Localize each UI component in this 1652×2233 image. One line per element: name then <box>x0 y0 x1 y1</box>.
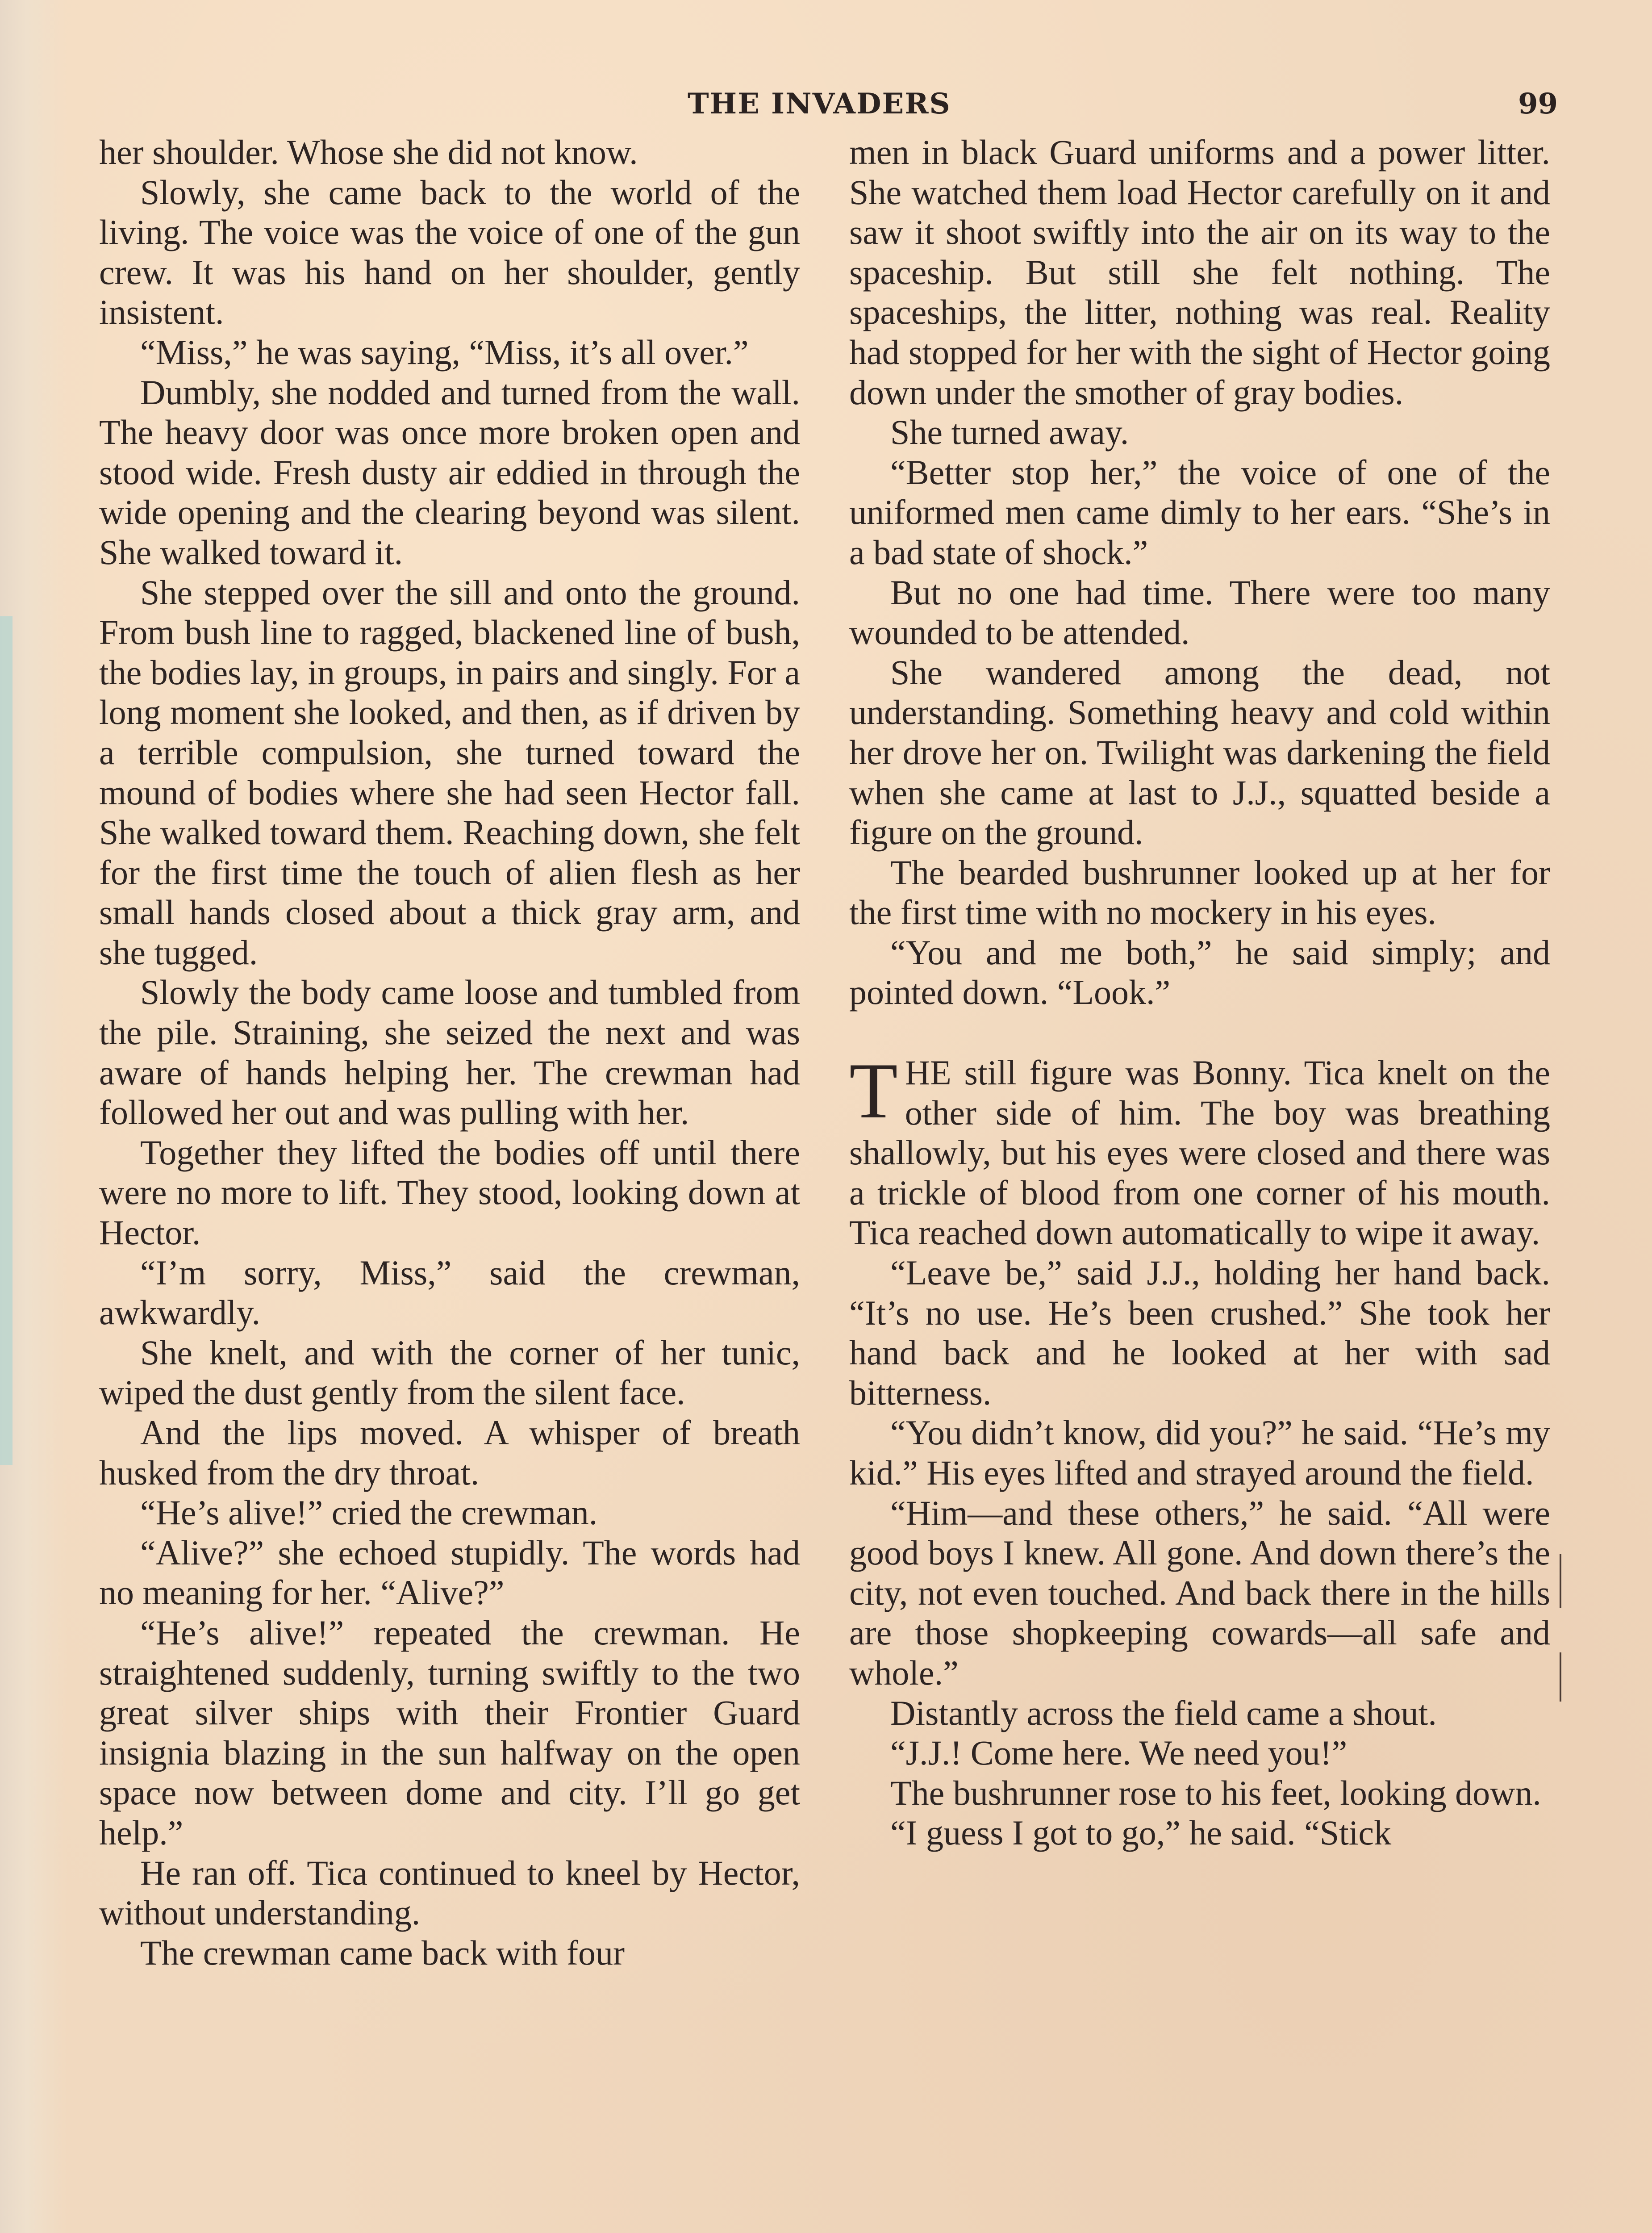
paragraph: But no one had time. There were too many wounded to be attended. <box>849 573 1550 652</box>
paragraph: “I guess I got to go,” he said. “Stick <box>890 1813 1392 1852</box>
paragraph: Dumbly, she nodded and turned from the wall. The heavy door was once more broken open and stood wide. Fresh dusty air eddied in through the wide opening and the clearing beyond was silent. She walked toward it. <box>99 372 800 572</box>
paragraph: “Him—and these others,” he said. “All were good boys I knew. All gone. And down there’s the city, not even touched. And back there in the hills are those shopkeeping cowards—all safe and whole.” <box>849 1493 1550 1692</box>
margin-mark <box>1560 1554 1561 1608</box>
page-left-edge <box>0 0 67 2233</box>
paragraph: “Leave be,” said J.J., holding her hand back. “It’s no use. He’s been crushed.” She took her hand back and he looked at her with sad bitterness. <box>849 1253 1550 1412</box>
paragraph: “I’m sorry, Miss,” said the crewman, awkwardly. <box>99 1253 800 1332</box>
paragraph: Slowly the body came loose and tumbled from the pile. Straining, she seized the next and was aware of hands helping her. The crewman had followed her out and was pulling with her. <box>99 973 800 1132</box>
paragraph: And the lips moved. A whisper of breath husked from the dry throat. <box>99 1413 800 1492</box>
paragraph: Distantly across the field came a shout. <box>890 1693 1437 1732</box>
drop-cap: T <box>849 1046 898 1135</box>
page-header <box>0 87 1652 127</box>
margin-mark <box>1560 1652 1561 1702</box>
paragraph: The crewman came back with four <box>140 1933 625 1972</box>
paragraph: men in black Guard uniforms and a power litter. She watched them load Hector carefully on it and saw it shoot swiftly into the air on its way to the spaceship. But still she felt nothing. The spaceships, the litter, nothing was real. Reality had stopped for her with the sight of Hector going down under the smother of gray bodies. <box>849 133 1550 412</box>
paragraph: She knelt, and with the corner of her tunic, wiped the dust gently from the silent face. <box>99 1333 800 1412</box>
running-title: THE INVADERS <box>688 87 951 121</box>
paragraph: Together they lifted the bodies off until there were no more to lift. They stood, looking down at Hector. <box>99 1133 800 1252</box>
paragraph: “You didn’t know, did you?” he said. “He’s my kid.” His eyes lifted and strayed around the field. <box>849 1413 1550 1492</box>
paragraph: She wandered among the dead, not understanding. Something heavy and cold within her drove her on. Twilight was darkening the field when she came at last to J.J., squatted beside a figure on the ground. <box>849 652 1550 852</box>
paragraph: She stepped over the sill and onto the ground. From bush line to ragged, blackened line of bush, the bodies lay, in groups, in pairs and singly. For a long moment she looked, and then, as if driven by a terrible compulsion, she turned toward the mound of bodies where she had seen Hector fall. She walked toward them. Reaching down, she felt for the first time the touch of alien flesh as her small hands closed about a thick gray arm, and she tugged. <box>99 573 800 972</box>
paragraph: “You and me both,” he said simply; and pointed down. “Look.” <box>849 933 1550 1012</box>
paragraph: “J.J.! Come here. We need you!” <box>890 1733 1347 1773</box>
section-break <box>849 1012 1550 1053</box>
right-text-column <box>849 132 1550 1853</box>
paragraph: The bushrunner rose to his feet, looking down. <box>890 1773 1541 1812</box>
dropcap-paragraph <box>849 1046 1550 1253</box>
paragraph: “He’s alive!” cried the crewman. <box>140 1493 598 1532</box>
paragraph: The bearded bushrunner looked up at her for the first time with no mockery in his eyes. <box>849 853 1550 932</box>
paragraph: She turned away. <box>890 413 1129 452</box>
paragraph: “Alive?” she echoed stupidly. The words had no meaning for her. “Alive?” <box>99 1533 800 1612</box>
paragraph: “Miss,” he was saying, “Miss, it’s all over.” <box>140 332 749 372</box>
left-text-column <box>99 132 800 1973</box>
paragraph: “He’s alive!” repeated the crewman. He straightened suddenly, turning swiftly to the two great silver ships with their Frontier Guard insignia blazing in the sun halfway on the open space now between dome and city. I’ll go get help.” <box>99 1613 800 1852</box>
paragraph: her shoulder. Whose she did not know. <box>99 133 638 171</box>
paragraph: Slowly, she came back to the world of the living. The voice was the voice of one of the gun crew. It was his hand on her shoulder, gently insistent. <box>99 172 800 332</box>
paragraph: “Better stop her,” the voice of one of the uniformed men came dimly to her ears. “She’s in a bad state of shock.” <box>849 452 1550 572</box>
page-number: 99 <box>1518 87 1558 121</box>
dropcap-paragraph-text: HE still figure was Bonny. Tica knelt on the other side of him. The boy was breathing shallowly, but his eyes were closed and there was a trickle of blood from one corner of his mouth. Tica reached down automatically to wipe it away. <box>849 1053 1550 1252</box>
left-edge-tint <box>0 616 13 1465</box>
paragraph: He ran off. Tica continued to kneel by Hector, without understanding. <box>99 1853 800 1932</box>
